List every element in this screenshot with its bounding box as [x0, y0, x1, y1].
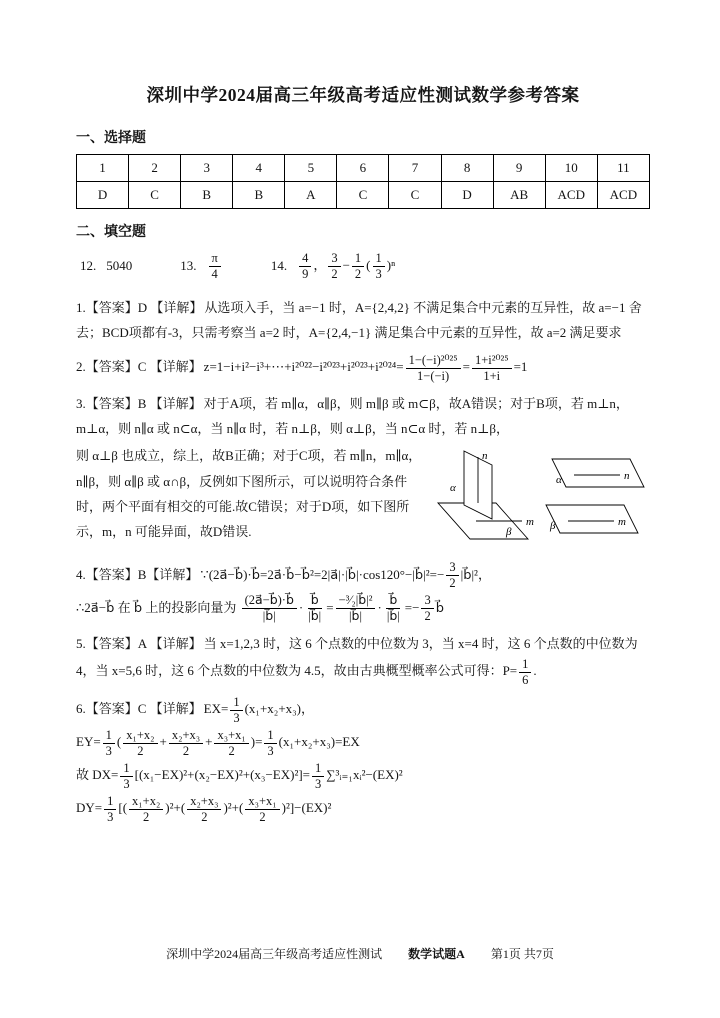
solution-text: ∵(2a⃗−b⃗)·b⃗=2a⃗·b⃗−b⃗²=2|a⃗|·|b⃗|·cos120°−|b⃗|²=− $\frac{3}{2}$ |b⃗|²， — [200, 560, 491, 591]
solution-block-2 — [76, 353, 650, 384]
answer-label: 3.【答案】B 【详解】 — [76, 395, 202, 411]
solution-block-4 — [76, 560, 650, 624]
footer-exam-title: 深圳中学2024届高三年级高考适应性测试 — [166, 947, 383, 961]
solution-text: EX= $\frac{1}{3}$ (x₁+x₂+x₃)， — [203, 694, 315, 725]
cell-answer: C — [389, 182, 441, 209]
solution-text: DY= $\frac{1}{3}$ [( $\frac{\text{x₁+x₂}}{2}$ )²+( $\frac{\text{x₂+x₃}}{2}$ )²+( $\frac{\text{x₃+x₁}}{2}$ )²]−(EX)² — [76, 793, 332, 824]
solution-block-5 — [76, 631, 650, 687]
section-blank-heading: 二、填空题 — [76, 225, 146, 240]
choice-answer-table — [76, 154, 650, 209]
line-label-n: n — [482, 450, 488, 463]
table-row-question-numbers — [77, 155, 650, 182]
line-label-m: m — [618, 516, 626, 529]
cell-qnum: 9 — [493, 155, 545, 182]
plane-label-beta: β — [506, 526, 512, 539]
solution-block-1 — [76, 295, 650, 346]
solution-text: 当 x=1,2,3 时，这 6 个点数的中位数为 3，当 x=4 时，这 6 个点数的中位数为 4，当 x=5,6 时，这 6 个点数的中位数为 4.5，故由古典概型概率公式可得：P= $\frac{1}{6}$ . — [76, 636, 638, 687]
cell-qnum: 1 — [77, 155, 129, 182]
solution-block-6 — [76, 695, 650, 825]
blank-q-number: 14. — [270, 258, 288, 273]
fill-blank-answers — [80, 249, 650, 283]
cell-qnum: 7 — [389, 155, 441, 182]
answer-label: 4.【答案】B【详解】 — [76, 566, 199, 582]
page-footer — [0, 945, 720, 962]
footer-paper-name: 数学试题A — [408, 947, 465, 961]
answer-label: 5.【答案】A 【详解】 — [76, 636, 202, 652]
blank-answer: $\frac{\pi}{4}$ — [207, 251, 223, 282]
cell-qnum: 2 — [129, 155, 181, 182]
plane-alpha-shape — [552, 459, 644, 487]
blank-answer: $\frac{4}{9}$ ， $\frac{3}{2}$ − $\frac{1}{2}$ ( $\frac{1}{3}$ )ⁿ — [297, 251, 395, 282]
cell-answer: AB — [493, 182, 545, 209]
solution-text: ∴2a⃗−b⃗ 在 b⃗ 上的投影向量为 $\frac{(2a⃗-b⃗)\cdot b⃗}{|b⃗|}$ · $\frac{b⃗}{|b⃗|}$ = $\frac{\text{−³⁄₂|b⃗|²}}{|b⃗|}$ · $\frac{b⃗}{|b⃗|}$ =− $\frac{3}{2}$ b⃗ — [76, 593, 444, 624]
cell-answer: ACD — [545, 182, 597, 209]
cell-qnum: 10 — [545, 155, 597, 182]
answer-label: 6.【答案】C 【详解】 — [76, 701, 202, 717]
plane-diagrams — [434, 445, 650, 551]
blank-answer: 5040 — [106, 258, 133, 273]
plane-label-alpha: α — [556, 474, 562, 487]
answer-label: 2.【答案】C 【详解】 — [76, 359, 202, 375]
line-label-n: n — [624, 470, 630, 483]
cell-answer: A — [285, 182, 337, 209]
plane-label-alpha: α — [450, 482, 456, 495]
cell-qnum: 4 — [233, 155, 285, 182]
footer-page-number: 第1页 共7页 — [490, 947, 554, 961]
solution-text: z=1−i+i²−i³+⋯+i²⁰²²−i²⁰²³+i²⁰²³+i²⁰²⁴= $\frac{\text{1−(−i)²⁰²⁵}}{1-(-i)}$ = $\frac{\text{1+i²⁰²⁵}}{1+i}$ =1 — [203, 352, 528, 383]
cell-qnum: 11 — [597, 155, 649, 182]
answer-label: 1.【答案】D 【详解】 — [76, 300, 203, 315]
solution-text: 从选项入手，当 a=−1 时，A={2,4,2} 不满足集合中元素的互异性，故 a=−1 舍去；BCD项都有-3，只需考察当 a=2 时，A={2,4,−1} 满足集合中元素的互异性，故 a=2 满足要求 — [76, 300, 642, 341]
solution-block-3 — [76, 391, 650, 554]
blank-q-number: 12. — [80, 258, 97, 273]
blank-item — [271, 251, 395, 282]
cell-answer: D — [441, 182, 493, 209]
plane-label-beta: β — [550, 520, 556, 533]
blank-item — [180, 251, 223, 282]
blank-q-number: 13. — [180, 258, 197, 273]
table-row-answers — [77, 182, 650, 209]
cell-qnum: 6 — [337, 155, 389, 182]
solution-text: 则 α⊥β 也成立，综上，故B正确；对于C项，若 m∥n，m∥α，n∥β，则 α∥β 或 α∩β，反例如下图所示，可以说明符合条件时，两个平面有相交的可能.故C错误；对于D项，如下图所示，m，n 可能异面，故D错误. — [76, 448, 422, 540]
cell-answer: D — [77, 182, 129, 209]
cell-answer: B — [181, 182, 233, 209]
solution-text: 对于A项，若 m∥α，α∥β，则 m∥β 或 m⊂β，故A错误；对于B项，若 m⊥n，m⊥α，则 n∥α 或 n⊂α，当 n∥α 时，若 n⊥β，则 α⊥β，当 n⊂α 时，若 n⊥β， — [76, 395, 629, 437]
page-title: 深圳中学2024届高三年级高考适应性测试数学参考答案 — [146, 85, 580, 105]
section-choice-heading: 一、选择题 — [76, 131, 146, 146]
cell-answer: C — [129, 182, 181, 209]
solution-text: 故 DX= $\frac{1}{3}$ [(x₁−EX)²+(x₂−EX)²+(x₃−EX)²]= $\frac{1}{3}$ ∑³ᵢ₌₁xᵢ²−(EX)² — [76, 760, 403, 791]
cell-answer: B — [233, 182, 285, 209]
cell-answer: ACD — [597, 182, 649, 209]
solution-text: EY= $\frac{1}{3}$ ( $\frac{\text{x₁+x₂}}{2}$ + $\frac{\text{x₂+x₃}}{2}$ + $\frac{\text{x₃+x₁}}{2}$ )= $\frac{1}{3}$ (x₁+x₂+x₃)=EX — [76, 727, 360, 758]
line-label-m: m — [526, 516, 534, 529]
cell-qnum: 8 — [441, 155, 493, 182]
blank-item — [80, 258, 132, 274]
cell-qnum: 3 — [181, 155, 233, 182]
cell-answer: C — [337, 182, 389, 209]
cell-qnum: 5 — [285, 155, 337, 182]
